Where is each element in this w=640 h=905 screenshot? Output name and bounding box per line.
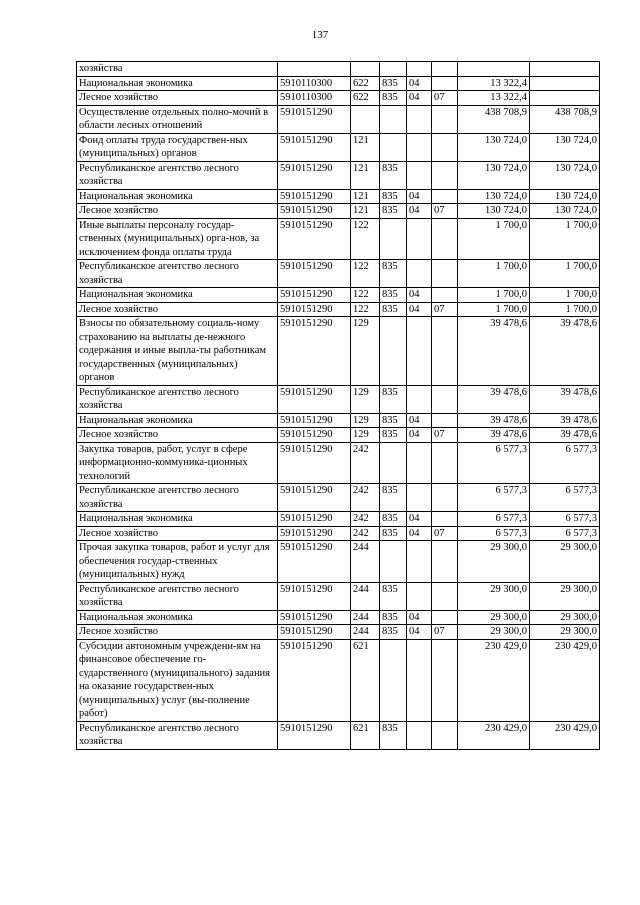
amount-cell-2: 6 577,3: [530, 484, 600, 512]
section-code: [407, 105, 432, 133]
subsection-code: [432, 76, 458, 91]
section-code: [407, 639, 432, 721]
section-code: 04: [407, 204, 432, 219]
target-article-code: 5910151290: [278, 218, 351, 260]
amount-cell: 6 577,3: [458, 484, 530, 512]
department-code: [380, 442, 407, 484]
department-code: 835: [380, 610, 407, 625]
target-article-code: 5910151290: [278, 133, 351, 161]
expense-type-code: 129: [351, 385, 380, 413]
table-row: [77, 161, 600, 189]
amount-cell: 130 724,0: [458, 189, 530, 204]
row-name-cell: Взносы по обязательному социаль-ному страхованию на выплаты де-нежного содержания и иные выпла-ты работникам государственных (муниципальных) органов: [77, 317, 278, 386]
target-article-code: 5910151290: [278, 610, 351, 625]
amount-cell-2: [530, 91, 600, 106]
row-name-cell: Республиканское агентство лесного хозяйства: [77, 484, 278, 512]
expense-type-code: 129: [351, 317, 380, 386]
target-article-code: 5910151290: [278, 541, 351, 583]
section-code: [407, 484, 432, 512]
amount-cell-2: 6 577,3: [530, 526, 600, 541]
expense-type-code: 122: [351, 218, 380, 260]
row-name-cell: Национальная экономика: [77, 189, 278, 204]
expense-type-code: 622: [351, 76, 380, 91]
subsection-code: 07: [432, 302, 458, 317]
target-article-code: 5910151290: [278, 721, 351, 749]
subsection-code: [432, 413, 458, 428]
subsection-code: [432, 610, 458, 625]
amount-cell-2: 39 478,6: [530, 385, 600, 413]
section-code: 04: [407, 288, 432, 303]
subsection-code: [432, 218, 458, 260]
subsection-code: [432, 105, 458, 133]
row-name-cell: Лесное хозяйство: [77, 302, 278, 317]
amount-cell: 6 577,3: [458, 526, 530, 541]
department-code: 835: [380, 161, 407, 189]
expense-type-code: 244: [351, 610, 380, 625]
expense-type-code: 121: [351, 161, 380, 189]
section-code: [407, 582, 432, 610]
expense-type-code: 244: [351, 582, 380, 610]
row-name-cell: Иные выплаты персоналу государ-ственных (муниципальных) орга-нов, за исключением фонда оплаты труда: [77, 218, 278, 260]
table-row: [77, 302, 600, 317]
subsection-code: [432, 541, 458, 583]
row-name-cell: Республиканское агентство лесного хозяйства: [77, 582, 278, 610]
target-article-code: 5910151290: [278, 204, 351, 219]
table-row: [77, 428, 600, 443]
department-code: 835: [380, 721, 407, 749]
table-row: [77, 526, 600, 541]
table-row: [77, 133, 600, 161]
department-code: 835: [380, 91, 407, 106]
target-article-code: 5910151290: [278, 260, 351, 288]
amount-cell-2: 230 429,0: [530, 721, 600, 749]
amount-cell-2: 438 708,9: [530, 105, 600, 133]
subsection-code: [432, 133, 458, 161]
table-row: [77, 218, 600, 260]
row-name-cell: Осуществление отдельных полно-мочий в области лесных отношений: [77, 105, 278, 133]
expense-type-code: 622: [351, 91, 380, 106]
table-row: [77, 288, 600, 303]
amount-cell-2: 1 700,0: [530, 260, 600, 288]
row-name-cell: Национальная экономика: [77, 288, 278, 303]
expense-type-code: 122: [351, 302, 380, 317]
subsection-code: [432, 721, 458, 749]
amount-cell-2: 29 300,0: [530, 582, 600, 610]
amount-cell: [458, 62, 530, 77]
row-name-cell: Национальная экономика: [77, 76, 278, 91]
subsection-code: [432, 62, 458, 77]
amount-cell: 29 300,0: [458, 610, 530, 625]
expense-type-code: 129: [351, 428, 380, 443]
target-article-code: 5910151290: [278, 526, 351, 541]
subsection-code: [432, 385, 458, 413]
amount-cell-2: 29 300,0: [530, 541, 600, 583]
target-article-code: 5910110300: [278, 76, 351, 91]
row-name-cell: Республиканское агентство лесного хозяйства: [77, 161, 278, 189]
expense-type-code: 242: [351, 526, 380, 541]
budget-table: [76, 61, 600, 750]
table-row: [77, 721, 600, 749]
department-code: 835: [380, 582, 407, 610]
section-code: [407, 260, 432, 288]
expense-type-code: 244: [351, 541, 380, 583]
department-code: 835: [380, 385, 407, 413]
row-name-cell: Лесное хозяйство: [77, 625, 278, 640]
amount-cell-2: 1 700,0: [530, 302, 600, 317]
amount-cell-2: 130 724,0: [530, 133, 600, 161]
row-name-cell: Субсидии автономным учреждени-ям на финансовое обеспечение го-сударственного (муниципального) задания на оказание государствен-ных (муниципальных) услуг (вы-полнение работ): [77, 639, 278, 721]
expense-type-code: 621: [351, 721, 380, 749]
amount-cell: 130 724,0: [458, 133, 530, 161]
row-name-cell: Закупка товаров, работ, услуг в сфере информационно-коммуника-ционных технологий: [77, 442, 278, 484]
section-code: 04: [407, 302, 432, 317]
table-row: [77, 582, 600, 610]
subsection-code: [432, 288, 458, 303]
table-row: [77, 189, 600, 204]
amount-cell-2: 39 478,6: [530, 317, 600, 386]
amount-cell-2: 39 478,6: [530, 428, 600, 443]
section-code: [407, 218, 432, 260]
row-name-cell: Фонд оплаты труда государствен-ных (муниципальных) органов: [77, 133, 278, 161]
expense-type-code: [351, 105, 380, 133]
table-row: [77, 62, 600, 77]
expense-type-code: 121: [351, 189, 380, 204]
expense-type-code: 244: [351, 625, 380, 640]
table-row: [77, 260, 600, 288]
target-article-code: 5910151290: [278, 288, 351, 303]
row-name-cell: Прочая закупка товаров, работ и услуг для обеспечения государ-ственных (муниципальных) нужд: [77, 541, 278, 583]
target-article-code: 5910151290: [278, 317, 351, 386]
subsection-code: 07: [432, 91, 458, 106]
amount-cell: 29 300,0: [458, 582, 530, 610]
table-row: [77, 385, 600, 413]
row-name-cell: Лесное хозяйство: [77, 204, 278, 219]
amount-cell: 29 300,0: [458, 541, 530, 583]
amount-cell: 13 322,4: [458, 91, 530, 106]
department-code: 835: [380, 526, 407, 541]
section-code: 04: [407, 76, 432, 91]
target-article-code: [278, 62, 351, 77]
subsection-code: [432, 161, 458, 189]
table-body: [77, 62, 600, 750]
row-name-cell: Лесное хозяйство: [77, 91, 278, 106]
amount-cell: 39 478,6: [458, 428, 530, 443]
expense-type-code: 129: [351, 413, 380, 428]
table-row: [77, 484, 600, 512]
amount-cell-2: [530, 62, 600, 77]
section-code: 04: [407, 91, 432, 106]
row-name-cell: Республиканское агентство лесного хозяйства: [77, 385, 278, 413]
department-code: 835: [380, 413, 407, 428]
amount-cell: 39 478,6: [458, 413, 530, 428]
table-row: [77, 625, 600, 640]
section-code: 04: [407, 512, 432, 527]
table-row: [77, 610, 600, 625]
subsection-code: [432, 189, 458, 204]
target-article-code: 5910110300: [278, 91, 351, 106]
amount-cell: 130 724,0: [458, 204, 530, 219]
expense-type-code: 621: [351, 639, 380, 721]
section-code: 04: [407, 413, 432, 428]
amount-cell-2: 29 300,0: [530, 610, 600, 625]
amount-cell-2: 130 724,0: [530, 189, 600, 204]
amount-cell: 438 708,9: [458, 105, 530, 133]
row-name-cell: Республиканское агентство лесного хозяйства: [77, 260, 278, 288]
section-code: [407, 133, 432, 161]
subsection-code: [432, 260, 458, 288]
expense-type-code: 242: [351, 512, 380, 527]
row-name-cell: Лесное хозяйство: [77, 428, 278, 443]
department-code: 835: [380, 625, 407, 640]
subsection-code: 07: [432, 204, 458, 219]
department-code: 835: [380, 512, 407, 527]
subsection-code: [432, 484, 458, 512]
amount-cell: 1 700,0: [458, 260, 530, 288]
amount-cell-2: 130 724,0: [530, 204, 600, 219]
department-code: 835: [380, 76, 407, 91]
amount-cell: 130 724,0: [458, 161, 530, 189]
row-name-cell: Национальная экономика: [77, 512, 278, 527]
amount-cell: 39 478,6: [458, 385, 530, 413]
section-code: 04: [407, 610, 432, 625]
table-row: [77, 91, 600, 106]
amount-cell: 1 700,0: [458, 302, 530, 317]
department-code: 835: [380, 189, 407, 204]
department-code: 835: [380, 288, 407, 303]
target-article-code: 5910151290: [278, 189, 351, 204]
department-code: [380, 317, 407, 386]
amount-cell: 230 429,0: [458, 721, 530, 749]
department-code: 835: [380, 302, 407, 317]
target-article-code: 5910151290: [278, 484, 351, 512]
amount-cell-2: 6 577,3: [530, 512, 600, 527]
amount-cell: 1 700,0: [458, 288, 530, 303]
amount-cell: 1 700,0: [458, 218, 530, 260]
amount-cell: 39 478,6: [458, 317, 530, 386]
amount-cell-2: [530, 76, 600, 91]
amount-cell: 230 429,0: [458, 639, 530, 721]
row-name-cell: Республиканское агентство лесного хозяйства: [77, 721, 278, 749]
table-row: [77, 639, 600, 721]
expense-type-code: 242: [351, 484, 380, 512]
table-row: [77, 442, 600, 484]
amount-cell-2: 230 429,0: [530, 639, 600, 721]
table-row: [77, 76, 600, 91]
department-code: [380, 105, 407, 133]
department-code: [380, 541, 407, 583]
target-article-code: 5910151290: [278, 512, 351, 527]
subsection-code: [432, 582, 458, 610]
subsection-code: [432, 639, 458, 721]
target-article-code: 5910151290: [278, 385, 351, 413]
target-article-code: 5910151290: [278, 105, 351, 133]
target-article-code: 5910151290: [278, 639, 351, 721]
subsection-code: [432, 512, 458, 527]
amount-cell: 6 577,3: [458, 512, 530, 527]
subsection-code: [432, 442, 458, 484]
department-code: 835: [380, 204, 407, 219]
subsection-code: 07: [432, 625, 458, 640]
target-article-code: 5910151290: [278, 413, 351, 428]
row-name-cell: Национальная экономика: [77, 413, 278, 428]
expense-type-code: 122: [351, 288, 380, 303]
table-row: [77, 105, 600, 133]
subsection-code: [432, 317, 458, 386]
expense-type-code: 121: [351, 204, 380, 219]
amount-cell-2: 6 577,3: [530, 442, 600, 484]
target-article-code: 5910151290: [278, 442, 351, 484]
table-row: [77, 541, 600, 583]
department-code: [380, 639, 407, 721]
amount-cell-2: 1 700,0: [530, 218, 600, 260]
target-article-code: 5910151290: [278, 302, 351, 317]
row-name-cell: Лесное хозяйство: [77, 526, 278, 541]
target-article-code: 5910151290: [278, 161, 351, 189]
expense-type-code: [351, 62, 380, 77]
section-code: [407, 442, 432, 484]
department-code: [380, 218, 407, 260]
section-code: [407, 721, 432, 749]
amount-cell: 29 300,0: [458, 625, 530, 640]
section-code: [407, 541, 432, 583]
table-row: [77, 512, 600, 527]
subsection-code: 07: [432, 428, 458, 443]
target-article-code: 5910151290: [278, 625, 351, 640]
amount-cell: 13 322,4: [458, 76, 530, 91]
department-code: 835: [380, 260, 407, 288]
table-row: [77, 317, 600, 386]
expense-type-code: 242: [351, 442, 380, 484]
target-article-code: 5910151290: [278, 582, 351, 610]
expense-type-code: 122: [351, 260, 380, 288]
section-code: [407, 161, 432, 189]
department-code: [380, 133, 407, 161]
section-code: [407, 385, 432, 413]
page-number: 137: [311, 29, 329, 41]
expense-type-code: 121: [351, 133, 380, 161]
section-code: 04: [407, 428, 432, 443]
table-row: [77, 204, 600, 219]
section-code: 04: [407, 189, 432, 204]
row-name-cell: Национальная экономика: [77, 610, 278, 625]
amount-cell-2: 1 700,0: [530, 288, 600, 303]
section-code: 04: [407, 625, 432, 640]
row-name-cell: хозяйства: [77, 62, 278, 77]
department-code: 835: [380, 428, 407, 443]
amount-cell-2: 29 300,0: [530, 625, 600, 640]
amount-cell-2: 130 724,0: [530, 161, 600, 189]
section-code: 04: [407, 526, 432, 541]
table-row: [77, 413, 600, 428]
section-code: [407, 317, 432, 386]
department-code: 835: [380, 484, 407, 512]
amount-cell: 6 577,3: [458, 442, 530, 484]
section-code: [407, 62, 432, 77]
subsection-code: 07: [432, 526, 458, 541]
amount-cell-2: 39 478,6: [530, 413, 600, 428]
target-article-code: 5910151290: [278, 428, 351, 443]
department-code: [380, 62, 407, 77]
